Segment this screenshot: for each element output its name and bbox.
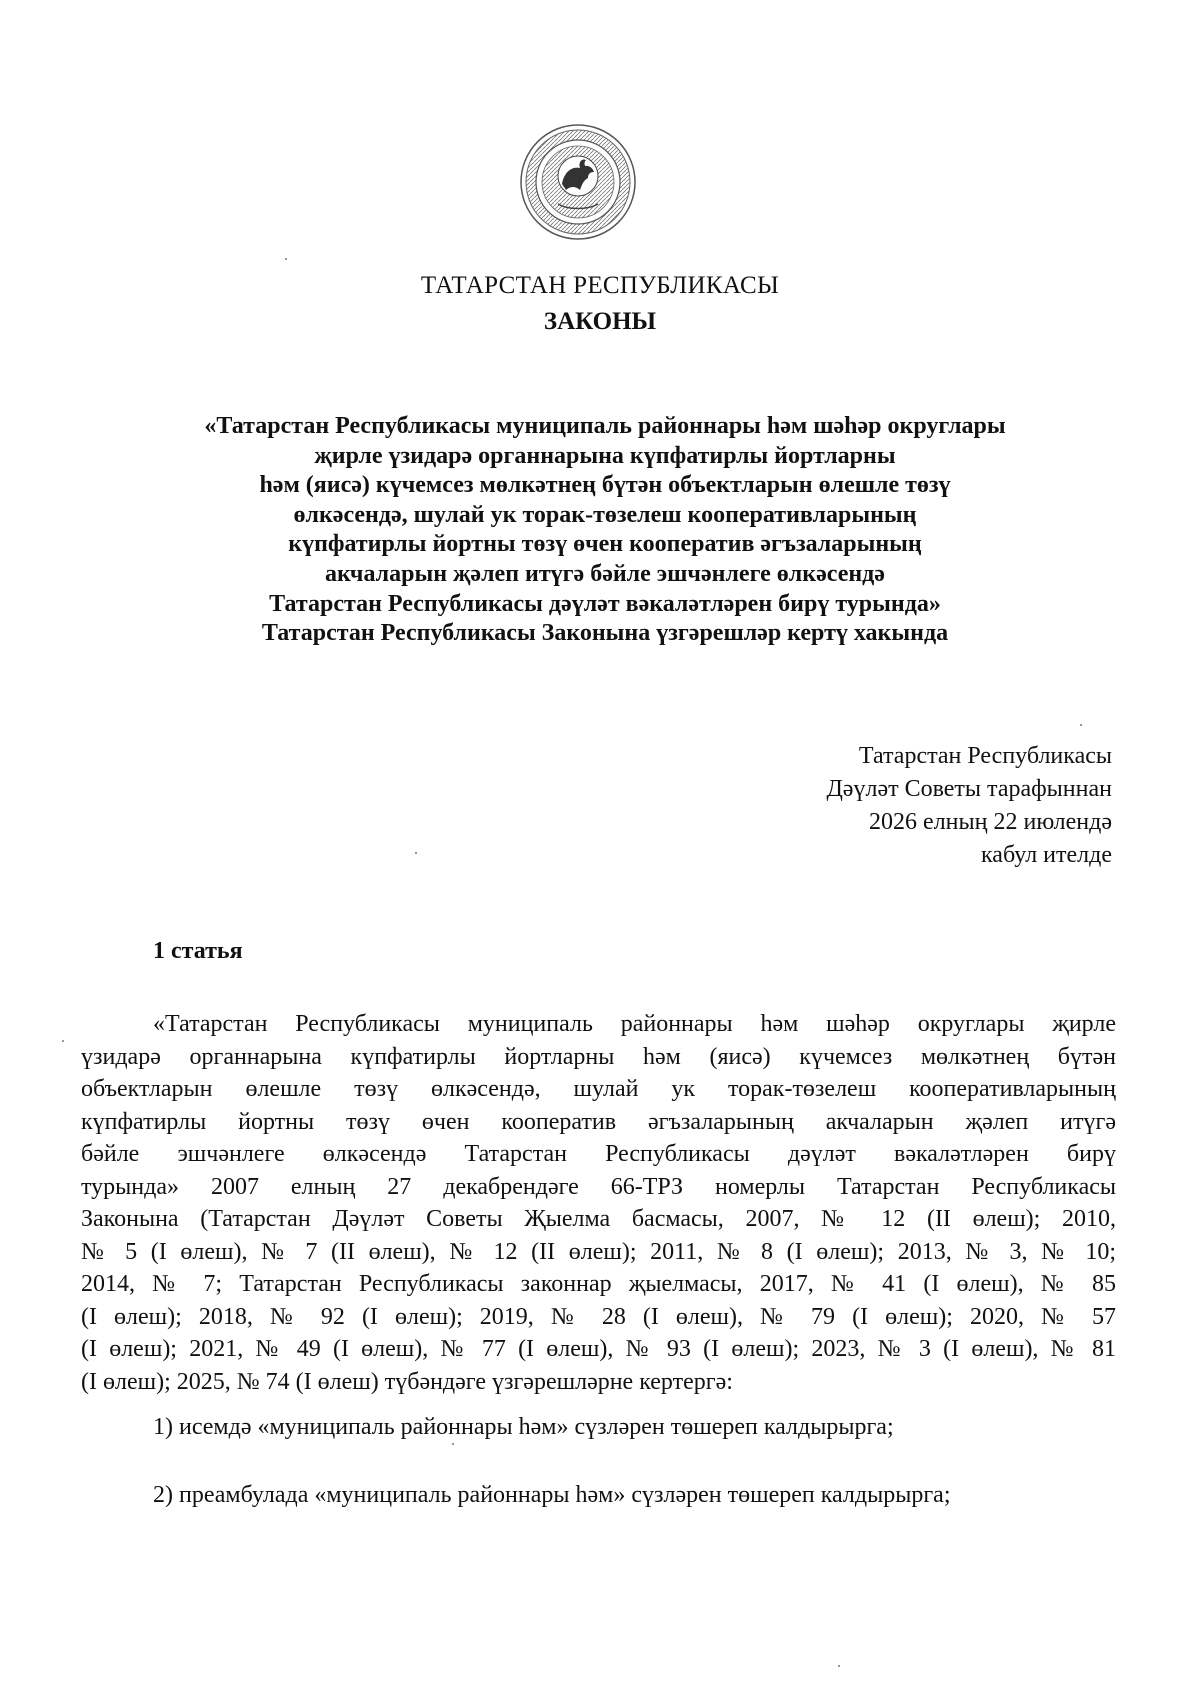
title-line: акчаларын җәлеп итүгә бәйле эшчәнлеге өлкәсендә	[325, 560, 885, 587]
body-line: объектларын өлешле төзү өлкәсендә, шулай ук торак-төзелеш кооперативларының	[81, 1076, 1116, 1102]
body-line: (I өлеш); 2018, № 92 (I өлеш); 2019, № 28 (I өлеш), № 79 (I өлеш); 2020, № 57	[81, 1303, 1116, 1330]
scan-speck	[285, 258, 287, 260]
scan-speck	[452, 1443, 454, 1445]
list-item: 1) исемдә «муниципаль районнары һәм» сүзләрен төшереп калдырырга;	[153, 1414, 894, 1440]
scan-speck	[62, 1040, 64, 1042]
adoption-line: кабул ителде	[981, 842, 1112, 868]
scan-speck	[1080, 724, 1082, 726]
state-name: ТАТАРСТАН РЕСПУБЛИКАСЫ	[420, 272, 780, 299]
body-line: Законына (Татарстан Дәүләт Советы Җыелма басмасы, 2007, № 12 (II өлеш); 2010,	[81, 1206, 1116, 1232]
body-line: № 5 (I өлеш), № 7 (II өлеш), № 12 (II өлеш); 2011, № 8 (I өлеш); 2013, № 3, № 10;	[81, 1238, 1116, 1265]
adoption-line: Дәүләт Советы тарафыннан	[826, 776, 1112, 802]
scan-speck	[838, 1665, 840, 1667]
body-line: үзидарә органнарына күпфатирлы йортларны һәм (яисә) күчемсез мөлкәтнең бүтән	[81, 1043, 1116, 1070]
title-line: һәм (яисә) күчемсез мөлкәтнең бүтән объектларын өлешле төзү	[259, 472, 951, 499]
list-item: 2) преамбулада «муниципаль районнары һәм» сүзләрен төшереп калдырырга;	[153, 1482, 951, 1508]
body-line: турында» 2007 елның 27 декабрендәге 66-ТРЗ номерлы Татарстан Республикасы	[81, 1173, 1116, 1200]
adoption-note	[826, 740, 1112, 872]
title-line: «Татарстан Республикасы муниципаль районнары һәм шәһәр округлары	[204, 413, 1006, 439]
body-line: «Татарстан Республикасы муниципаль районнары һәм шәһәр округлары җирле	[153, 1011, 1116, 1037]
article-heading: 1 статья	[153, 938, 243, 964]
body-line: 2014, № 7; Татарстан Республикасы законнар җыелмасы, 2017, № 41 (I өлеш), № 85	[81, 1271, 1116, 1297]
title-line: Татарстан Республикасы Законына үзгәрешләр кертү хакында	[261, 620, 949, 647]
document-type: ЗАКОНЫ	[543, 308, 657, 335]
title-line: җирле үзидарә органнарына күпфатирлы йортларны	[314, 442, 896, 469]
title-line: күпфатирлы йортны төзү өчен кооператив әгъзаларының	[288, 531, 922, 558]
body-line: (I өлеш); 2021, № 49 (I өлеш), № 77 (I өлеш), № 93 (I өлеш); 2023, № 3 (I өлеш), № 81	[81, 1336, 1116, 1362]
adoption-date: 2026 елның 22 июлендә	[869, 809, 1112, 835]
law-title	[110, 412, 1100, 649]
scan-speck	[415, 852, 417, 854]
article-body	[81, 1008, 1116, 1398]
title-line: өлкәсендә, шулай ук торак-төзелеш кооперативларының	[293, 501, 917, 528]
body-line: (I өлеш); 2025, № 74 (I өлеш) түбәндәге үзгәрешләрне кертергә:	[81, 1368, 733, 1395]
coat-of-arms-emblem-icon	[518, 122, 638, 242]
adoption-line: Татарстан Республикасы	[858, 743, 1112, 769]
title-line: Татарстан Республикасы дәүләт вәкаләтләрен бирү турында»	[269, 590, 941, 617]
body-line: бәйле эшчәнлеге өлкәсендә Татарстан Республикасы дәүләт вәкаләтләрен бирү	[81, 1141, 1116, 1167]
body-line: күпфатирлы йортны төзү өчен кооператив әгъзаларының акчаларын җәлеп итүгә	[81, 1108, 1116, 1135]
